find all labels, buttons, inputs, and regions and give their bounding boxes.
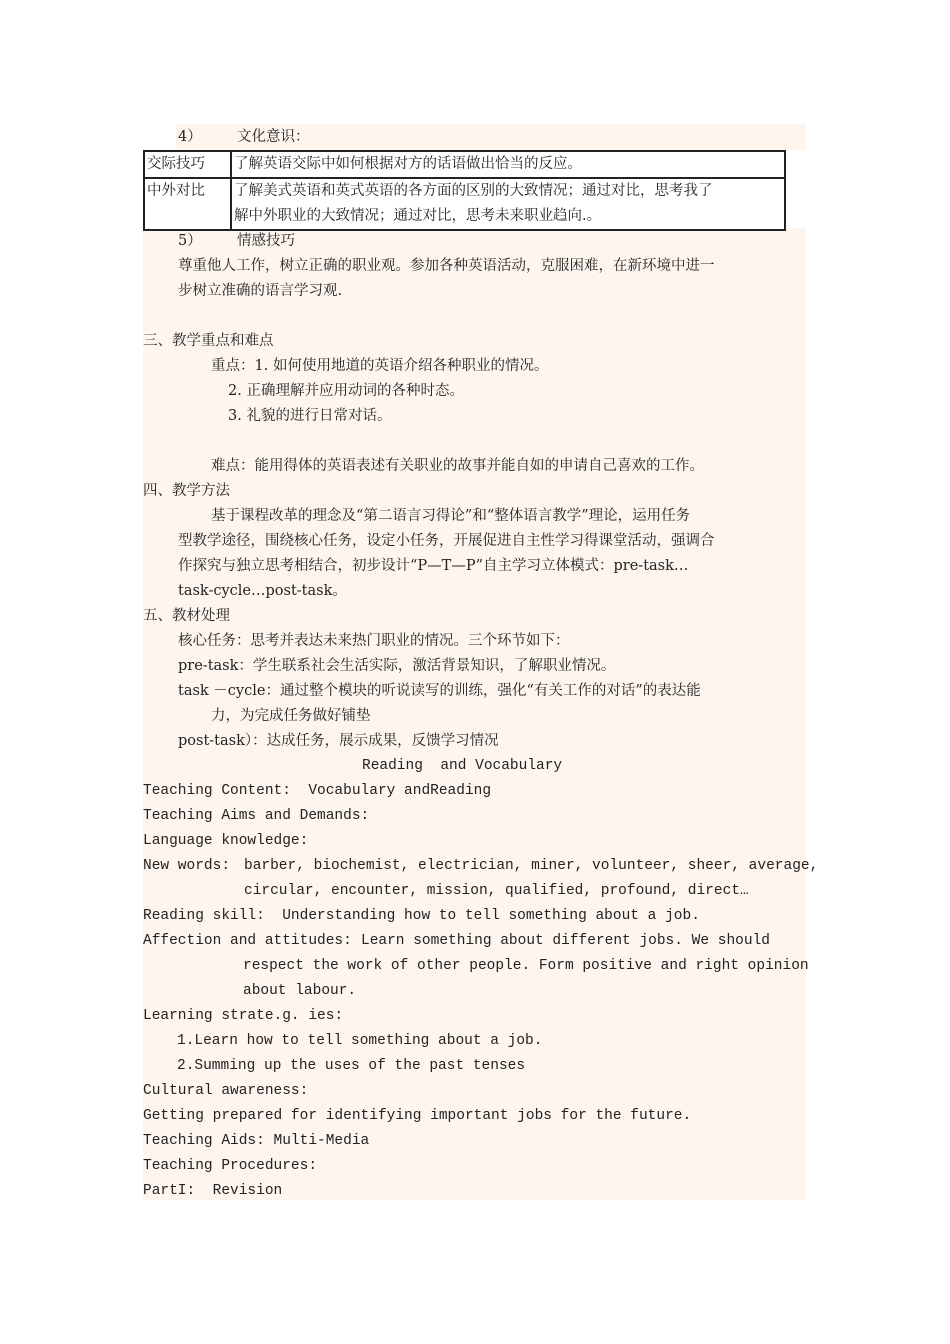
table-value	[231, 178, 785, 230]
part-revision: PartI: Revision	[143, 1183, 283, 1199]
table-value-line: 了解英语交际中如何根据对方的话语做出恰当的反应。	[234, 156, 582, 172]
section-heading: 五、教材处理	[143, 608, 230, 624]
reading-skill: Reading skill: Understanding how to tell something about a job.	[143, 908, 700, 924]
affection-line: about labour.	[243, 983, 357, 999]
getting-prepared: Getting prepared for identifying important jobs for the future.	[143, 1108, 692, 1124]
paragraph-line: 型教学途径，围绕核心任务，设定小任务，开展促进自主性学习得课堂活动，强调合	[178, 533, 715, 549]
paragraph-line: 作探究与独立思考相结合，初步设计“P—T—P”自主学习立体模式：pre-task…	[178, 558, 689, 574]
paragraph-line: 基于课程改革的理念及“第二语言习得论”和“整体语言教学”理论，运用任务	[211, 508, 691, 524]
cultural-awareness: Cultural awareness:	[143, 1083, 309, 1099]
list-item: 2. 正确理解并应用动词的各种时态。	[228, 383, 464, 399]
lesson-title: Reading and Vocabulary	[362, 758, 563, 774]
new-words-line: barber, biochemist, electrician, miner, volunteer, sheer, average,	[244, 858, 819, 874]
section-5-number: 5）	[178, 233, 202, 249]
teaching-procedures: Teaching Procedures:	[143, 1158, 318, 1174]
table-key: 交际技巧	[144, 151, 231, 178]
table-key: 中外对比	[144, 178, 231, 230]
paragraph-line: 力，为完成任务做好铺垫	[211, 708, 371, 724]
section-heading: 四、教学方法	[143, 483, 230, 499]
paragraph-line: 尊重他人工作，树立正确的职业观。参加各种英语活动，克服困难，在新环境中进一	[178, 258, 715, 274]
section-5-title: 情感技巧	[237, 233, 295, 249]
culture-table	[143, 150, 786, 231]
paragraph-line: pre-task：学生联系社会生活实际，激活背景知识，了解职业情况。	[178, 658, 616, 674]
table-value-line: 解中外职业的大致情况；通过对比，思考未来职业趋向.。	[234, 208, 602, 224]
language-knowledge: Language knowledge:	[143, 833, 309, 849]
section-4-number: 4）	[178, 129, 202, 145]
difficult-point: 难点：能用得体的英语表述有关职业的故事并能自如的申请自己喜欢的工作。	[211, 458, 704, 474]
new-words-label: New words:	[143, 858, 231, 874]
paragraph-line: task －cycle：通过整个模块的听说读写的训练，强化“有关工作的对话”的表达能	[178, 683, 701, 699]
list-item: 3. 礼貌的进行日常对话。	[228, 408, 392, 424]
section-heading: 三、教学重点和难点	[143, 333, 274, 349]
list-item: 重点：1. 如何使用地道的英语介绍各种职业的情况。	[211, 358, 549, 374]
section-4-title: 文化意识：	[237, 129, 310, 145]
affection-line: Learn something about different jobs. We should	[361, 933, 770, 949]
teaching-content: Teaching Content: Vocabulary andReading	[143, 783, 492, 799]
paragraph-line: post-task）：达成任务，展示成果，反馈学习情况	[178, 733, 499, 749]
table-value-line: 了解美式英语和英式英语的各方面的区别的大致情况；通过对比，思考我了	[234, 183, 713, 199]
affection-label: Affection and attitudes:	[143, 933, 352, 949]
teaching-aids: Teaching Aids: Multi-Media	[143, 1133, 370, 1149]
learning-strategies: Learning strate.g. ies:	[143, 1008, 344, 1024]
paragraph-line: 步树立准确的语言学习观.	[178, 283, 343, 299]
affection-line: respect the work of other people. Form positive and right opinion	[243, 958, 809, 974]
new-words-line: circular, encounter, mission, qualified, profound, direct…	[244, 883, 749, 899]
table-row	[144, 151, 785, 178]
table-row	[144, 178, 785, 230]
paragraph-line: 核心任务：思考并表达未来热门职业的情况。三个环节如下：	[178, 633, 570, 649]
list-item: 1.Learn how to tell something about a job.	[177, 1033, 543, 1049]
paragraph-line: task-cycle…post-task。	[178, 583, 347, 599]
table-value	[231, 151, 785, 178]
teaching-aims: Teaching Aims and Demands:	[143, 808, 370, 824]
list-item: 2.Summing up the uses of the past tenses	[177, 1058, 526, 1074]
